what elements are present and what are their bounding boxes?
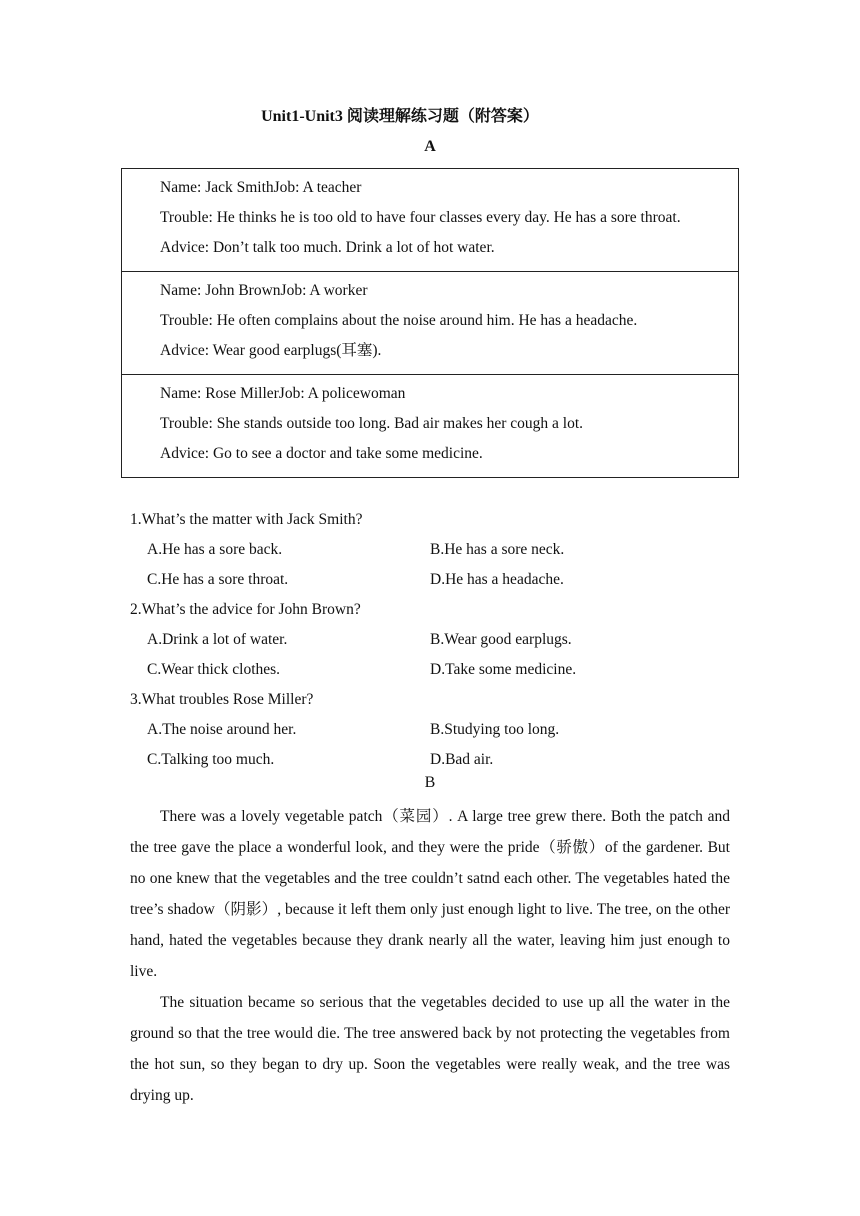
passage-b	[130, 801, 730, 1111]
options-row	[130, 535, 750, 565]
section-a-heading: A	[424, 138, 436, 155]
option: D.Take some medicine.	[430, 661, 577, 678]
row-name: Name: Rose MillerJob: A policewoman	[160, 385, 406, 402]
options-row	[130, 565, 750, 595]
option: D.Bad air.	[430, 751, 494, 768]
row-trouble: Trouble: He thinks he is too old to have four classes every day. He has a sore throat.	[160, 209, 681, 226]
options-row	[130, 715, 750, 745]
option: A.Drink a lot of water.	[147, 631, 288, 648]
info-table	[121, 168, 739, 478]
question-stem: 1.What’s the matter with Jack Smith?	[130, 511, 363, 528]
table-row-john	[122, 271, 738, 374]
question-list	[130, 505, 750, 775]
row-name: Name: Jack SmithJob: A teacher	[160, 179, 362, 196]
option: B.Wear good earplugs.	[430, 631, 572, 648]
paragraph: The situation became so serious that the vegetables decided to use up all the water in the ground so that the tree would die. The tree answered back by not protecting the vegetables from the hot sun, so they began to dry up. Soon the vegetables were really weak, and the tree was drying up.	[130, 994, 730, 1104]
question-stem: 3.What troubles Rose Miller?	[130, 691, 314, 708]
option: C.Talking too much.	[147, 751, 275, 768]
option: C.He has a sore throat.	[147, 571, 289, 588]
table-row-rose	[122, 374, 738, 477]
option: C.Wear thick clothes.	[147, 661, 281, 678]
row-advice: Advice: Go to see a doctor and take some medicine.	[160, 445, 483, 462]
document-title: Unit1-Unit3 阅读理解练习题（附答案）	[261, 108, 539, 125]
row-name: Name: John BrownJob: A worker	[160, 282, 368, 299]
option: A.The noise around her.	[147, 721, 297, 738]
option: B.Studying too long.	[430, 721, 560, 738]
row-trouble: Trouble: She stands outside too long. Bad air makes her cough a lot.	[160, 415, 584, 432]
options-row	[130, 745, 750, 775]
row-advice: Advice: Wear good earplugs(耳塞).	[160, 342, 382, 359]
question-stem: 2.What’s the advice for John Brown?	[130, 601, 361, 618]
option: B.He has a sore neck.	[430, 541, 565, 558]
option: D.He has a headache.	[430, 571, 564, 588]
paragraph: There was a lovely vegetable patch（菜园）. A large tree grew there. Both the patch and the tree gave the place a wonderful look, and they were the pride（骄傲）of the gardener. But no one knew that the vegetables and the tree couldn’t satnd each other. The vegetables hated the tree’s shadow（阴影）, because it left them only just enough light to live. The tree, on the other hand, hated the vegetables because they drank nearly all the water, leaving him just enough to live.	[130, 808, 730, 980]
option: A.He has a sore back.	[147, 541, 283, 558]
row-advice: Advice: Don’t talk too much. Drink a lot of hot water.	[160, 239, 495, 256]
table-row-jack	[122, 169, 738, 271]
section-b-heading: B	[424, 774, 436, 791]
row-trouble: Trouble: He often complains about the noise around him. He has a headache.	[160, 312, 638, 329]
options-row	[130, 625, 750, 655]
options-row	[130, 655, 750, 685]
